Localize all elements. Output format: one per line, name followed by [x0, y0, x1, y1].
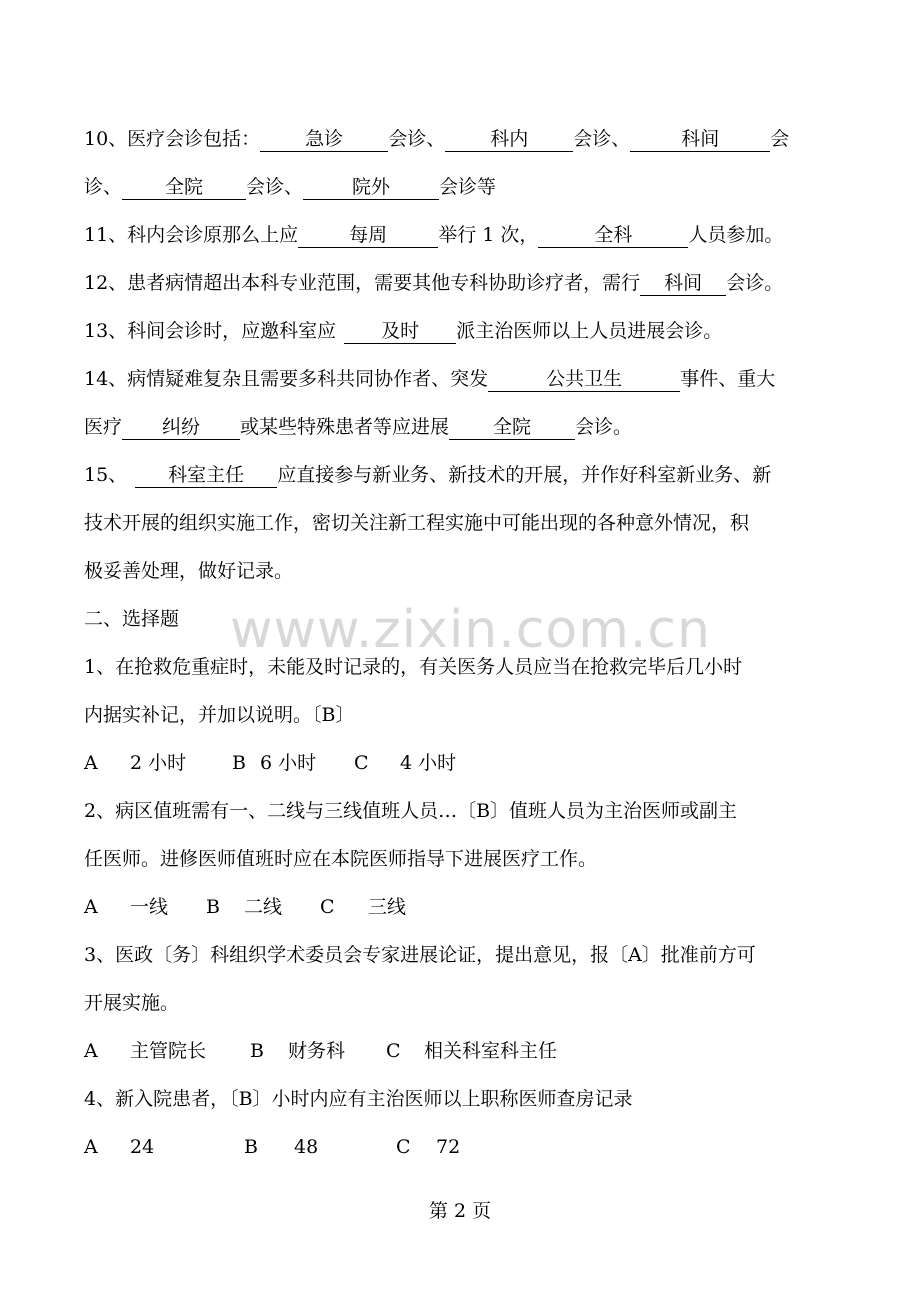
choice-q3-option-c-text: 相关科室科主任 — [424, 1040, 558, 1062]
q15-answer-1: 科室主任 — [135, 463, 277, 488]
q13-prefix: 13、科间会诊时，应邀科室应 — [84, 320, 337, 342]
choice-q2-option-a-letter: A — [84, 896, 98, 918]
choice-q2-option-a-text: 一线 — [130, 896, 169, 918]
choice-q3-options — [84, 1038, 557, 1064]
q11-prefix: 11、科内会诊原那么上应 — [84, 224, 299, 246]
q14-prefix: 14、病情疑难复杂且需要多科共同协作者、突发 — [84, 368, 489, 390]
q10-suffix-2: 会诊、 — [573, 128, 631, 150]
q11-suffix-1: 举行 1 次， — [438, 224, 539, 246]
q12-line — [84, 270, 783, 296]
q11-answer-2: 全科 — [538, 223, 688, 248]
q14-suffix-2: 或某些特殊患者等应进展 — [240, 416, 450, 438]
q10-suffix-4: 会诊、 — [246, 176, 304, 198]
q10-suffix-3: 会 — [770, 128, 790, 150]
page-number: 第 2 页 — [428, 1200, 492, 1222]
q10-line1 — [84, 126, 789, 152]
q12-answer-1: 科间 — [640, 271, 726, 296]
choice-q2-option-c-text: 三线 — [368, 896, 407, 918]
q10-answer-4: 全院 — [122, 175, 246, 200]
q15-line2: 技术开展的组织实施工作，密切关注新工程实施中可能出现的各种意外情况，积 — [84, 512, 750, 534]
choice-q1-option-a-text: 2 小时 — [130, 752, 187, 774]
q15-suffix-1: 应直接参与新业务、新技术的开展，并作好科室新业务、新 — [277, 464, 772, 486]
q15-line1 — [84, 462, 771, 488]
choice-q3-option-b-letter: B — [250, 1040, 264, 1062]
choice-q1-line2: 内据实补记，并加以说明。〔B〕 — [84, 704, 355, 726]
choice-q4-option-a-text: 24 — [130, 1136, 155, 1158]
q10-line2-prefix: 诊、 — [84, 176, 123, 198]
choice-q4-option-c-letter: C — [396, 1136, 411, 1158]
q10-suffix-5: 会诊等 — [439, 176, 497, 198]
q13-line — [84, 318, 722, 344]
choice-q3-option-a-text: 主管院长 — [130, 1040, 207, 1062]
choice-q1-option-c-text: 4 小时 — [400, 752, 457, 774]
choice-q3-option-b-text: 财务科 — [288, 1040, 346, 1062]
q10-answer-1: 急诊 — [260, 127, 388, 152]
choice-q4-option-b-letter: B — [244, 1136, 258, 1158]
choice-q2-option-c-letter: C — [320, 896, 335, 918]
q11-suffix-2: 人员参加。 — [688, 224, 784, 246]
q14-line2 — [84, 414, 632, 440]
choice-q3-line1: 3、医政〔务〕科组织学术委员会专家进展论证，提出意见，报〔A〕批准前方可 — [84, 944, 756, 966]
choice-q3-option-a-letter: A — [84, 1040, 98, 1062]
q11-answer-1: 每周 — [298, 223, 438, 248]
q13-suffix-1: 派主治医师以上人员进展会诊。 — [456, 320, 723, 342]
q11-line — [84, 222, 783, 248]
q14-line1 — [84, 366, 775, 392]
choice-q4-options — [84, 1134, 460, 1160]
choice-q3-option-c-letter: C — [386, 1040, 401, 1062]
choice-q3-line2: 开展实施。 — [84, 992, 180, 1014]
choice-q2-options — [84, 894, 406, 920]
choice-q2-option-b-letter: B — [206, 896, 220, 918]
q14-line2-prefix: 医疗 — [84, 416, 123, 438]
choice-q1-option-a-letter: A — [84, 752, 98, 774]
choice-q2-line2: 任医师。进修医师值班时应在本院医师指导下进展医疗工作。 — [84, 848, 598, 870]
q10-answer-2: 科内 — [445, 127, 573, 152]
choice-q4-line1: 4、新入院患者，〔B〕小时内应有主治医师以上职称医师查房记录 — [84, 1088, 633, 1110]
q13-answer-1: 及时 — [344, 319, 456, 344]
choice-q1-options — [84, 750, 456, 776]
q12-prefix: 12、患者病情超出本科专业范围，需要其他专科协助诊疗者，需行 — [84, 272, 641, 294]
choice-q2-line1: 2、病区值班需有一、二线与三线值班人员…〔B〕值班人员为主治医师或副主 — [84, 800, 738, 822]
q10-suffix-1: 会诊、 — [388, 128, 446, 150]
choice-q4-option-b-text: 48 — [294, 1136, 319, 1158]
watermark: www.zixin.com.cn — [230, 600, 711, 660]
section-title: 二、选择题 — [84, 608, 180, 630]
choice-q4-option-c-text: 72 — [436, 1136, 461, 1158]
q10-answer-3: 科间 — [630, 127, 770, 152]
q10-line2 — [84, 174, 496, 200]
q10-prefix: 10、医疗会诊包括： — [84, 128, 261, 150]
choice-q1-line1: 1、在抢救危重症时，未能及时记录的，有关医务人员应当在抢救完毕后几小时 — [84, 656, 743, 678]
q14-answer-2: 纠纷 — [122, 415, 240, 440]
choice-q1-option-b-letter: B — [232, 752, 246, 774]
q14-answer-3: 全院 — [449, 415, 575, 440]
choice-q1-option-b-text: 6 小时 — [260, 752, 317, 774]
choice-q4-option-a-letter: A — [84, 1136, 98, 1158]
choice-q1-option-c-letter: C — [354, 752, 369, 774]
q12-suffix-1: 会诊。 — [726, 272, 784, 294]
choice-q2-option-b-text: 二线 — [244, 896, 283, 918]
q14-suffix-1: 事件、重大 — [680, 368, 776, 390]
q15-prefix: 15、 — [84, 464, 128, 486]
q15-line3: 极妥善处理，做好记录。 — [84, 560, 294, 582]
q14-suffix-3: 会诊。 — [575, 416, 633, 438]
q10-answer-5: 院外 — [303, 175, 439, 200]
q14-answer-1: 公共卫生 — [488, 367, 680, 392]
